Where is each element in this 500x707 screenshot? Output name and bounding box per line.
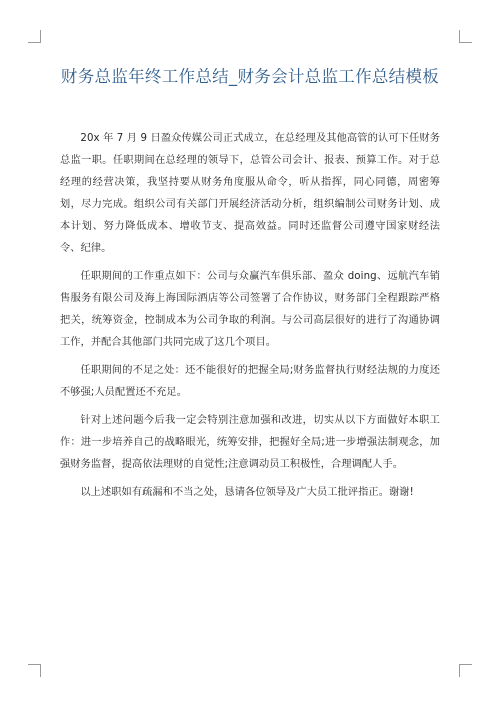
document-title: 财务总监年终工作总结_财务会计总监工作总结模板 (60, 67, 440, 86)
crop-mark-bottom-right (459, 664, 472, 677)
paragraph-appointment: 20x 年 7 月 9 日盈众传媒公司正式成立，在总经理及其他高管的认可下任财务总监一职。任职期间在总经理的领导下，总管公司会计、报表、预算工作。对于总经理的经营决策，我坚持要从财务角度服从命令，听从指挥，同心同德，周密筹划，尽力完成。组织公司有关部门开展经济活动分析，组织编制公司财务计划、成本计划、努力降低成本、增收节支、提高效益。同时还监督公司遵守国家财经法令、纪律。 (60, 133, 440, 254)
document-body (60, 128, 440, 510)
paragraph-key-work: 任职期间的工作重点如下：公司与众赢汽车俱乐部、盈众 doing、远航汽车销售服务有限公司及海上海国际酒店等公司签署了合作协议，财务部门全程跟踪严格把关，统筹资金，控制成本为公司争取的利润。与公司高层很好的进行了沟通协调工作，并配合其他部门共同完成了这几个项目。 (60, 271, 440, 348)
crop-mark-bottom-left (28, 664, 41, 677)
paragraph-closing: 以上述职如有疏漏和不当之处，恳请各位领导及广大员工批评指正。谢谢! (80, 487, 414, 498)
paragraph-improvements: 针对上述问题今后我一定会特别注意加强和改进，切实从以下方面做好本职工作：进一步培养自己的战略眼光，统筹安排，把握好全局;进一步增强法制观念，加强财务监督，提高依法理财的自觉性;注意调动员工积极性，合理调配人手。 (60, 415, 440, 470)
paragraph-shortcomings: 任职期间的不足之处：还不能很好的把握全局;财务监督执行财经法规的力度还不够强;人员配置还不充足。 (60, 365, 440, 398)
crop-mark-top-left (28, 30, 41, 43)
crop-mark-top-right (459, 30, 472, 43)
